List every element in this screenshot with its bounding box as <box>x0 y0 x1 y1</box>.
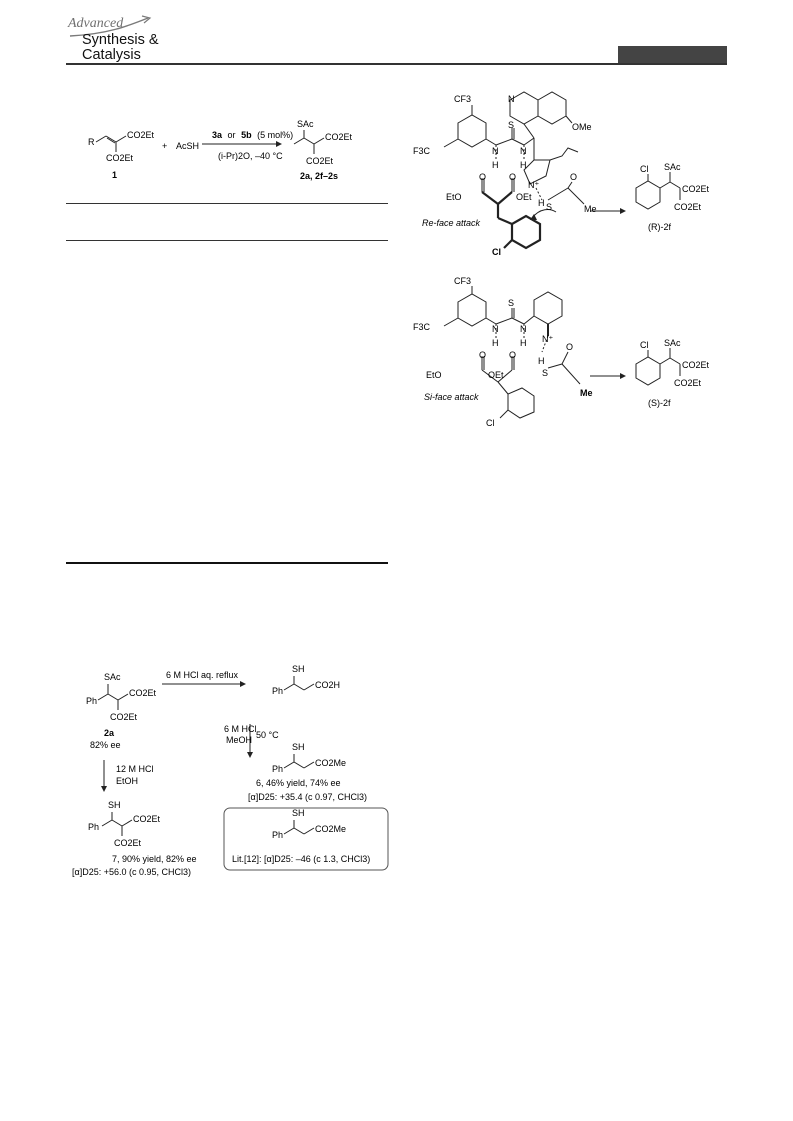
r-group: R <box>88 137 95 147</box>
si-prod-co2et-2: CO2Et <box>674 378 702 388</box>
catalyst-b: 5b <box>241 130 252 140</box>
table-rule-bottom <box>66 562 388 564</box>
s2-co2et-2: CO2Et <box>110 712 138 722</box>
s2-lit-sh: SH <box>292 808 305 818</box>
re-n-plus: N⁺ <box>528 180 540 190</box>
si-h-1: H <box>492 338 499 348</box>
re-oet: OEt <box>516 192 532 202</box>
re-nh-1: N <box>492 146 499 156</box>
s2-step1: 6 M HCl aq. reflux <box>166 670 239 680</box>
s2-co2me-6: CO2Me <box>315 758 347 768</box>
logo-catalysis: Catalysis <box>82 47 141 63</box>
logo-synthesis: Synthesis & <box>82 32 159 48</box>
catalyst-loading: (5 mol%) <box>257 130 294 140</box>
re-h-2: H <box>520 160 527 170</box>
re-eto: EtO <box>446 192 462 202</box>
s2-sh-6: SH <box>292 742 305 752</box>
re-cl: Cl <box>492 247 501 257</box>
re-prod-cl: Cl <box>640 164 649 174</box>
si-prod-cl: Cl <box>640 340 649 350</box>
si-thioacid-o: O <box>566 342 574 352</box>
si-eto: EtO <box>426 370 442 380</box>
s2-sm-label: 2a <box>104 728 115 738</box>
reaction-scheme-2 <box>66 660 396 890</box>
si-f3c: F3C <box>413 322 431 332</box>
s2-step3-a: 12 M HCl <box>116 764 154 774</box>
re-cf3: CF3 <box>454 94 472 104</box>
si-h-3: H <box>538 356 545 366</box>
si-me: Me <box>580 388 593 398</box>
s2-ph-6a: Ph <box>272 686 284 696</box>
s2-prod6-rot: [α]D25: +35.4 (c 0.97, CHCl3) <box>248 792 368 802</box>
si-oet: OEt <box>488 370 504 380</box>
table-rule-header <box>66 240 388 241</box>
reagent-acsh: AcSH <box>176 141 200 151</box>
re-ome: OMe <box>572 122 592 132</box>
s2-sh-6a: SH <box>292 664 305 674</box>
s2-ph-1: Ph <box>86 696 98 706</box>
s2-step3-b: EtOH <box>116 776 139 786</box>
s2-co2et-1: CO2Et <box>129 688 157 698</box>
transition-state-si <box>400 272 730 437</box>
s2-co2et-7a: CO2Et <box>133 814 161 824</box>
s2-co2et-7b: CO2Et <box>114 838 142 848</box>
product-co2et-1: CO2Et <box>325 132 353 142</box>
re-thioacid-o: O <box>570 172 578 182</box>
re-thioacid-s: S <box>546 202 553 212</box>
journal-logo <box>68 14 208 64</box>
si-nh-1: N <box>492 324 499 334</box>
s2-sm-ee: 82% ee <box>90 740 121 750</box>
si-h-2: H <box>520 338 527 348</box>
reactant-co2et-1: CO2Et <box>127 130 155 140</box>
logo-advanced: Advanced <box>68 16 124 31</box>
s2-step2-a: 6 M HCl <box>224 724 257 734</box>
catalyst-text <box>212 130 293 140</box>
si-thioacid-s: S <box>542 368 549 378</box>
si-o-2: O <box>509 350 517 360</box>
product-sac: SAc <box>297 119 314 129</box>
re-me: Me <box>584 204 597 214</box>
s2-step2-b: MeOH <box>226 735 253 745</box>
reactant-co2et-2: CO2Et <box>106 153 134 163</box>
re-h-3: H <box>538 198 545 208</box>
si-n-plus: N⁺ <box>542 334 554 344</box>
re-prod-co2et-2: CO2Et <box>674 202 702 212</box>
reaction-scheme-1 <box>66 112 388 192</box>
header-bar <box>618 46 727 64</box>
s2-co2h: CO2H <box>315 680 341 690</box>
si-thiourea-s: S <box>508 298 515 308</box>
s2-step2-temp: 50 °C <box>256 730 279 740</box>
re-product-label: (R)-2f <box>648 222 671 232</box>
si-cf3: CF3 <box>454 276 472 286</box>
s2-lit-co2me: CO2Me <box>315 824 347 834</box>
re-h-1: H <box>492 160 499 170</box>
si-face-label: Si-face attack <box>424 392 479 402</box>
s2-ph-6: Ph <box>272 764 284 774</box>
product-label: 2a, 2f–2s <box>300 171 339 181</box>
s2-prod6: 6, 46% yield, 74% ee <box>256 778 341 788</box>
si-nh-2: N <box>520 324 527 334</box>
re-o-1: O <box>479 172 487 182</box>
re-o-2: O <box>509 172 517 182</box>
si-cl: Cl <box>486 418 495 428</box>
s2-ph-7: Ph <box>88 822 100 832</box>
si-o-1: O <box>479 350 487 360</box>
s2-prod7-rot: [α]D25: +56.0 (c 0.95, CHCl3) <box>72 867 192 877</box>
catalyst-a: 3a <box>212 130 223 140</box>
re-f3c: F3C <box>413 146 431 156</box>
re-nh-2: N <box>520 146 527 156</box>
reactant-label: 1 <box>112 170 118 180</box>
si-product-label: (S)-2f <box>648 398 671 408</box>
catalyst-or: or <box>227 130 236 140</box>
s2-sh-7: SH <box>108 800 121 810</box>
s2-sac: SAc <box>104 672 121 682</box>
product-co2et-2: CO2Et <box>306 156 334 166</box>
plus-sign: + <box>162 141 168 151</box>
reaction-solvent: (i-Pr)2O, –40 °C <box>218 151 283 161</box>
transition-state-re <box>400 88 730 273</box>
s2-lit-ph: Ph <box>272 830 284 840</box>
si-prod-co2et-1: CO2Et <box>682 360 710 370</box>
re-prod-co2et-1: CO2Et <box>682 184 710 194</box>
si-prod-sac: SAc <box>664 338 681 348</box>
re-face-label: Re-face attack <box>422 218 481 228</box>
re-prod-sac: SAc <box>664 162 681 172</box>
s2-lit-text: Lit.[12]: [α]D25: –46 (c 1.3, CHCl3) <box>232 854 371 864</box>
re-thiourea-s: S <box>508 120 515 130</box>
re-quinoline-n: N <box>508 94 515 104</box>
s2-prod7: 7, 90% yield, 82% ee <box>112 854 197 864</box>
table-rule-top <box>66 203 388 204</box>
header-rule <box>66 63 727 65</box>
